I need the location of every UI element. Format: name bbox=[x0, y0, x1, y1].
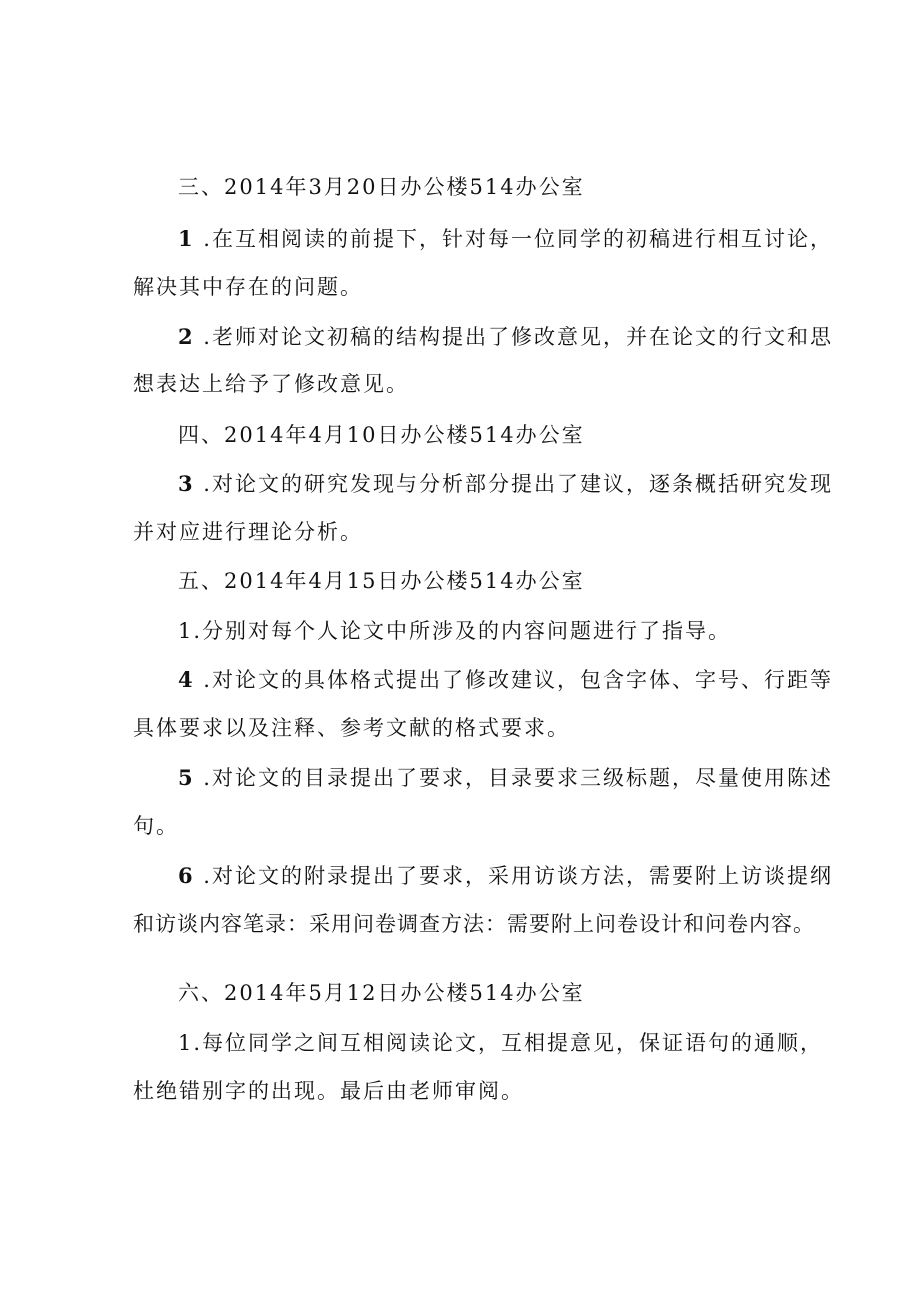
item-text: .对论文的目录提出了要求，目录要求三级标题，尽量使用陈述 bbox=[194, 766, 833, 790]
section-heading: 三、2014年3月20日办公楼514办公室 bbox=[178, 175, 585, 199]
list-item-continuation: 和访谈内容笔录：采用问卷调查方法：需要附上问卷设计和问卷内容。 bbox=[133, 912, 815, 936]
list-item-first-line bbox=[178, 763, 858, 793]
section-heading: 五、2014年4月15日办公楼514办公室 bbox=[178, 569, 585, 593]
list-item-first-line bbox=[178, 469, 858, 499]
list-item-first-line: 1.每位同学之间互相阅读论文，互相提意见，保证语句的通顺， bbox=[178, 1031, 824, 1055]
item-number: 2 bbox=[178, 324, 195, 349]
list-item-continuation: 解决其中存在的问题。 bbox=[133, 275, 363, 299]
list-item-continuation: 并对应进行理论分析。 bbox=[133, 520, 363, 544]
list-item-first-line bbox=[178, 322, 858, 352]
item-number: 3 bbox=[178, 471, 195, 496]
section-heading: 四、2014年4月10日办公楼514办公室 bbox=[178, 423, 585, 447]
item-text: .对论文的具体格式提出了修改建议，包含字体、字号、行距等 bbox=[194, 668, 833, 692]
list-item-continuation: 杜绝错别字的出现。最后由老师审阅。 bbox=[133, 1079, 524, 1103]
section-heading: 六、2014年5月12日办公楼514办公室 bbox=[178, 981, 585, 1005]
list-item-first-line: 1.分别对每个人论文中所涉及的内容问题进行了指导。 bbox=[178, 619, 732, 643]
list-item-continuation: 想表达上给予了修改意见。 bbox=[133, 372, 409, 396]
list-item-continuation: 句。 bbox=[133, 814, 179, 838]
item-text: .对论文的附录提出了要求，采用访谈方法，需要附上访谈提纲 bbox=[194, 864, 833, 888]
list-item-first-line bbox=[178, 665, 858, 695]
item-number: 5 bbox=[178, 765, 195, 790]
list-item-first-line bbox=[178, 224, 858, 254]
item-number: 6 bbox=[178, 863, 195, 888]
item-text: .在互相阅读的前提下，针对每一位同学的初稿进行相互讨论， bbox=[194, 227, 833, 251]
item-text: .老师对论文初稿的结构提出了修改意见，并在论文的行文和思 bbox=[194, 325, 833, 349]
item-number: 1 bbox=[178, 226, 195, 251]
list-item-first-line bbox=[178, 861, 858, 891]
item-number: 4 bbox=[178, 667, 195, 692]
item-text: .对论文的研究发现与分析部分提出了建议，逐条概括研究发现 bbox=[194, 472, 833, 496]
list-item-continuation: 具体要求以及注释、参考文献的格式要求。 bbox=[133, 716, 570, 740]
